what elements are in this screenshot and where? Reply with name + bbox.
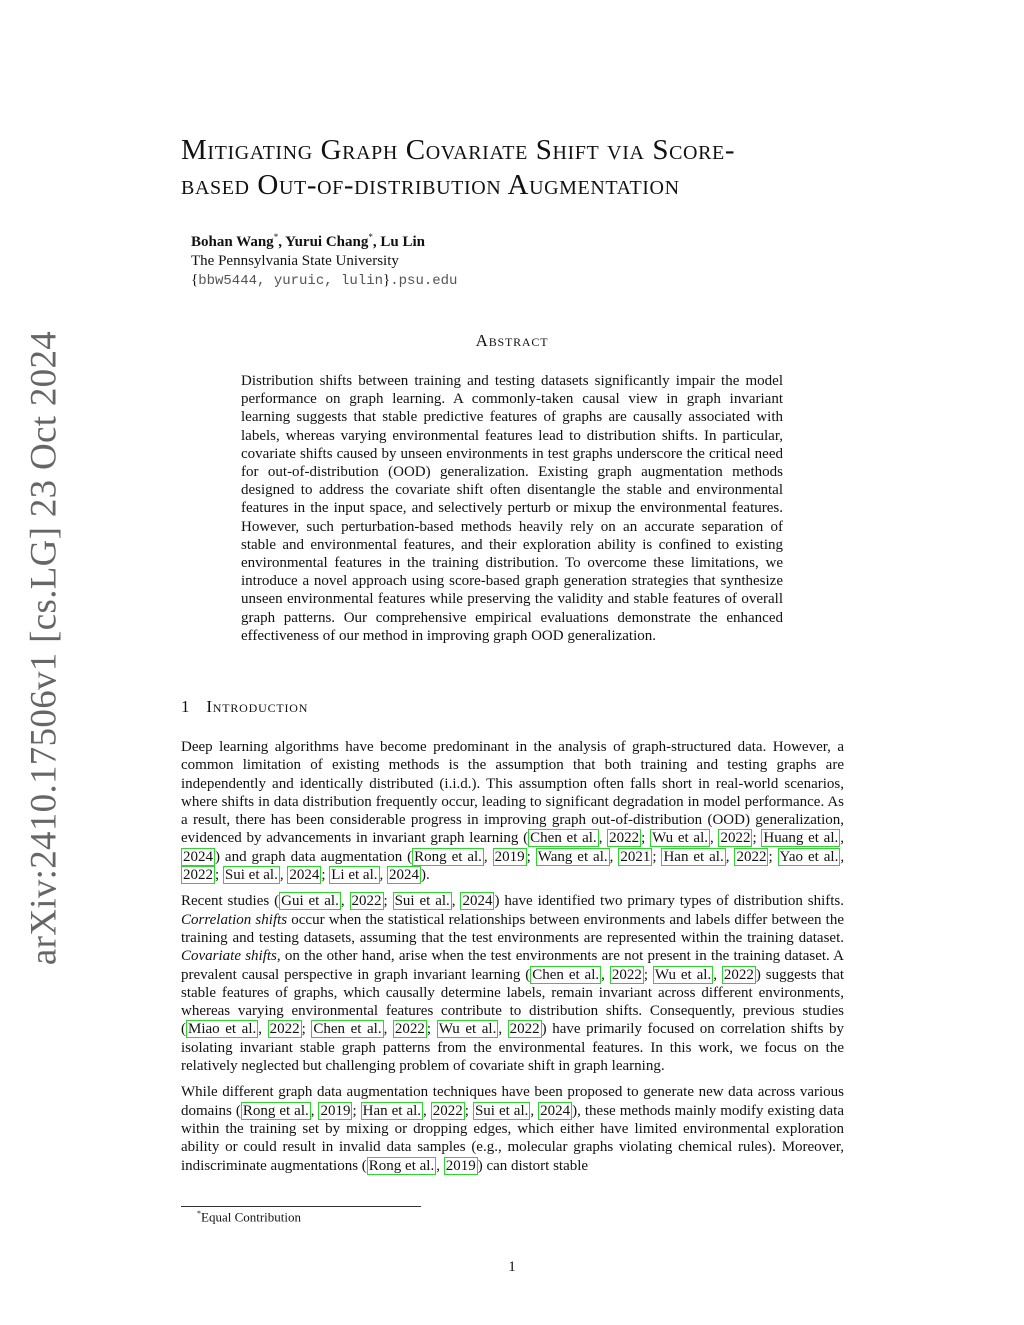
citation-link[interactable]: Sui et al. xyxy=(474,1102,529,1119)
footnote-divider xyxy=(181,1206,421,1207)
citation-year-link[interactable]: 2022 xyxy=(736,848,767,865)
footnote-mark: * xyxy=(197,1209,201,1218)
citation-year-link[interactable]: 2019 xyxy=(494,848,525,865)
citation-link[interactable]: Sui et al. xyxy=(224,867,278,884)
intro-paragraph-2: Recent studies ( Gui et al. , 2022 ; Sui et al. , 2024 ) have identified two primary types of distribution shifts. Correlation shifts occur when the statistical relationships between environments and labels differ between the training and testing datasets, assuming that the test environments are represented within the training dataset. Covariate shifts, on the other hand, arise when the test environments are not present in the training dataset. A prevalent causal perspective in graph invariant learning ( Chen et al. , 2022 ; Wu et al. , 2022 ) suggests that stable features of graphs, which causally determine labels, remain invariant across different environments, whereas varying environmental features contribute to distribution shifts. Consequently, previous studies ( Miao et al. , 2022 ; Chen et al. , 2022 ; Wu et al. , 2022 ) have primarily focused on correlation shifts by isolating invariant stable graph patterns from the environmental features. In this work, we focus on the relatively neglected but challenging problem of covariate shift in graph learning. xyxy=(181,893,845,1075)
citation-year-link[interactable]: 2022 xyxy=(723,966,754,983)
citation-link[interactable]: Huang et al. xyxy=(763,830,839,847)
title-line-2: based Out-of-distribution Augmentation xyxy=(181,169,680,201)
citation-link[interactable]: Sui et al. xyxy=(394,893,450,910)
section-title: Introduction xyxy=(206,697,309,716)
citation-link[interactable]: Chen et al. xyxy=(532,966,600,983)
citation-link[interactable]: Rong et al. xyxy=(242,1102,309,1119)
intro-paragraph-1: Deep learning algorithms have become predominant in the analysis of graph-structured data. However, a common limitation of existing methods is the assumption that both training and testing graphs are independently and identically distributed (i.i.d.). This assumption often falls short in real-world scenarios, where shifts in data distribution frequently occur, leading to significant degradation in model performance. As a result, there has been considerable progress in improving graph out-of-distribution (OOD) generalization, evidenced by advancements in invariant graph learning ( Chen et al. , 2022 ; Wu et al. , 2022 ; Huang et al. , 2024 ) and graph data augmentation ( Rong et al. , 2019 ; Wang et al. , 2021 ; Han et al. , 2022 ; Yao et al. , 2022 ; Sui et al. , 2024 ; Li et al. , 2024 ). xyxy=(181,739,845,884)
citation-link[interactable]: Miao et al. xyxy=(188,1021,257,1038)
citation-year-link[interactable]: 2022 xyxy=(432,1102,463,1119)
citation-year-link[interactable]: 2024 xyxy=(389,867,419,884)
citation-link[interactable]: Li et al. xyxy=(331,867,378,884)
abstract-text: Distribution shifts between training and testing datasets significantly impair the model performance on graph learning. A commonly-taken causal view in graph invariant learning suggests that stable predictive features of graphs are causally associated with labels, whereas varying environmental features lead to distribution shifts. In particular, covariate shifts caused by unseen environments in test graphs underscore the critical need for out-of-distribution (OOD) generalization. Existing graph augmentation methods designed to address the covariate shift often disentangle the stable and environmental features in the input space, and selectively perturb or mixup the environmental features. However, such perturbation-based methods heavily rely on an accurate separation of stable and environmental features, and their exploration ability is confined to existing environmental features in the training distribution. To overcome these limitations, we introduce a novel approach using score-based graph generation strategies that synthesize unseen environmental features while preserving the validity and stable features of overall graph patterns. Our comprehensive empirical evaluations demonstrate the enhanced effectiveness of our method in improving graph OOD generalization. xyxy=(241,373,783,644)
citation-link[interactable]: Wu et al. xyxy=(438,1021,497,1038)
citation-year-link[interactable]: 2021 xyxy=(620,848,651,865)
author-emails: {bbw5444, yuruic, lulin}.psu.edu xyxy=(191,272,458,289)
citation-year-link[interactable]: 2022 xyxy=(509,1021,540,1038)
page-number: 1 xyxy=(508,1259,516,1275)
author-names: Bohan Wang*, Yurui Chang*, Lu Lin xyxy=(191,232,425,250)
citation-year-link[interactable]: 2024 xyxy=(462,893,493,910)
equal-contribution-mark: * xyxy=(368,232,373,242)
author-affiliation: The Pennsylvania State University xyxy=(191,253,399,269)
abstract-heading: Abstract xyxy=(475,331,549,350)
section-number: 1 xyxy=(181,697,191,716)
citation-link[interactable]: Wu et al. xyxy=(654,966,712,983)
citation-year-link[interactable]: 2022 xyxy=(394,1021,425,1038)
citation-link[interactable]: Rong et al. xyxy=(414,848,482,865)
citation-year-link[interactable]: 2019 xyxy=(445,1157,476,1174)
citation-year-link[interactable]: 2022 xyxy=(609,830,640,847)
citation-link[interactable]: Wang et al. xyxy=(537,848,608,865)
equal-contribution-mark: * xyxy=(273,232,279,242)
emphasis-term: Correlation shifts xyxy=(181,911,288,928)
citation-year-link[interactable]: 2022 xyxy=(269,1021,300,1038)
citation-year-link[interactable]: 2024 xyxy=(540,1102,571,1119)
citation-year-link[interactable]: 2019 xyxy=(320,1102,351,1119)
citation-year-link[interactable]: 2022 xyxy=(351,893,382,910)
citation-link[interactable]: Han et al. xyxy=(663,848,724,865)
citation-link[interactable]: Chen et al. xyxy=(313,1021,382,1038)
citation-link[interactable]: Rong et al. xyxy=(368,1157,435,1174)
citation-year-link[interactable]: 2024 xyxy=(183,848,213,865)
title-line-1: Mitigating Graph Covariate Shift via Score- xyxy=(181,134,736,166)
introduction-body xyxy=(181,738,844,1183)
citation-year-link[interactable]: 2024 xyxy=(289,867,320,884)
citation-year-link[interactable]: 2022 xyxy=(611,966,642,983)
arxiv-identifier-text: arXiv:2410.17506v1 [cs.LG] 23 Oct 2024 xyxy=(23,330,65,966)
author-block xyxy=(191,228,691,291)
citation-link[interactable]: Gui et al. xyxy=(281,893,339,910)
intro-paragraph-3: While different graph data augmentation techniques have been proposed to generate new data across various domains ( Rong et al. , 2019 ; Han et al. , 2022 ; Sui et al. , 2024 ), these methods mainly modify existing data within the training set by mixing or dropping edges, which either have limited environmental exploration ability or could result in invalid data samples (e.g., molecular graphs violating chemical rules). Moreover, indiscriminate augmentations ( Rong et al. , 2019 ) can distort stable xyxy=(181,1084,845,1174)
citation-year-link[interactable]: 2022 xyxy=(183,867,213,884)
footnote-text: Equal Contribution xyxy=(201,1209,302,1225)
emphasis-term: Covariate shifts xyxy=(181,948,277,965)
citation-link[interactable]: Chen et al. xyxy=(530,830,597,847)
citation-link[interactable]: Han et al. xyxy=(362,1102,422,1119)
footnote xyxy=(197,1209,301,1225)
citation-year-link[interactable]: 2022 xyxy=(720,830,751,847)
citation-link[interactable]: Yao et al. xyxy=(779,848,839,865)
citation-link[interactable]: Wu et al. xyxy=(652,830,708,847)
section-heading-introduction xyxy=(181,697,308,717)
paper-title xyxy=(181,133,861,203)
